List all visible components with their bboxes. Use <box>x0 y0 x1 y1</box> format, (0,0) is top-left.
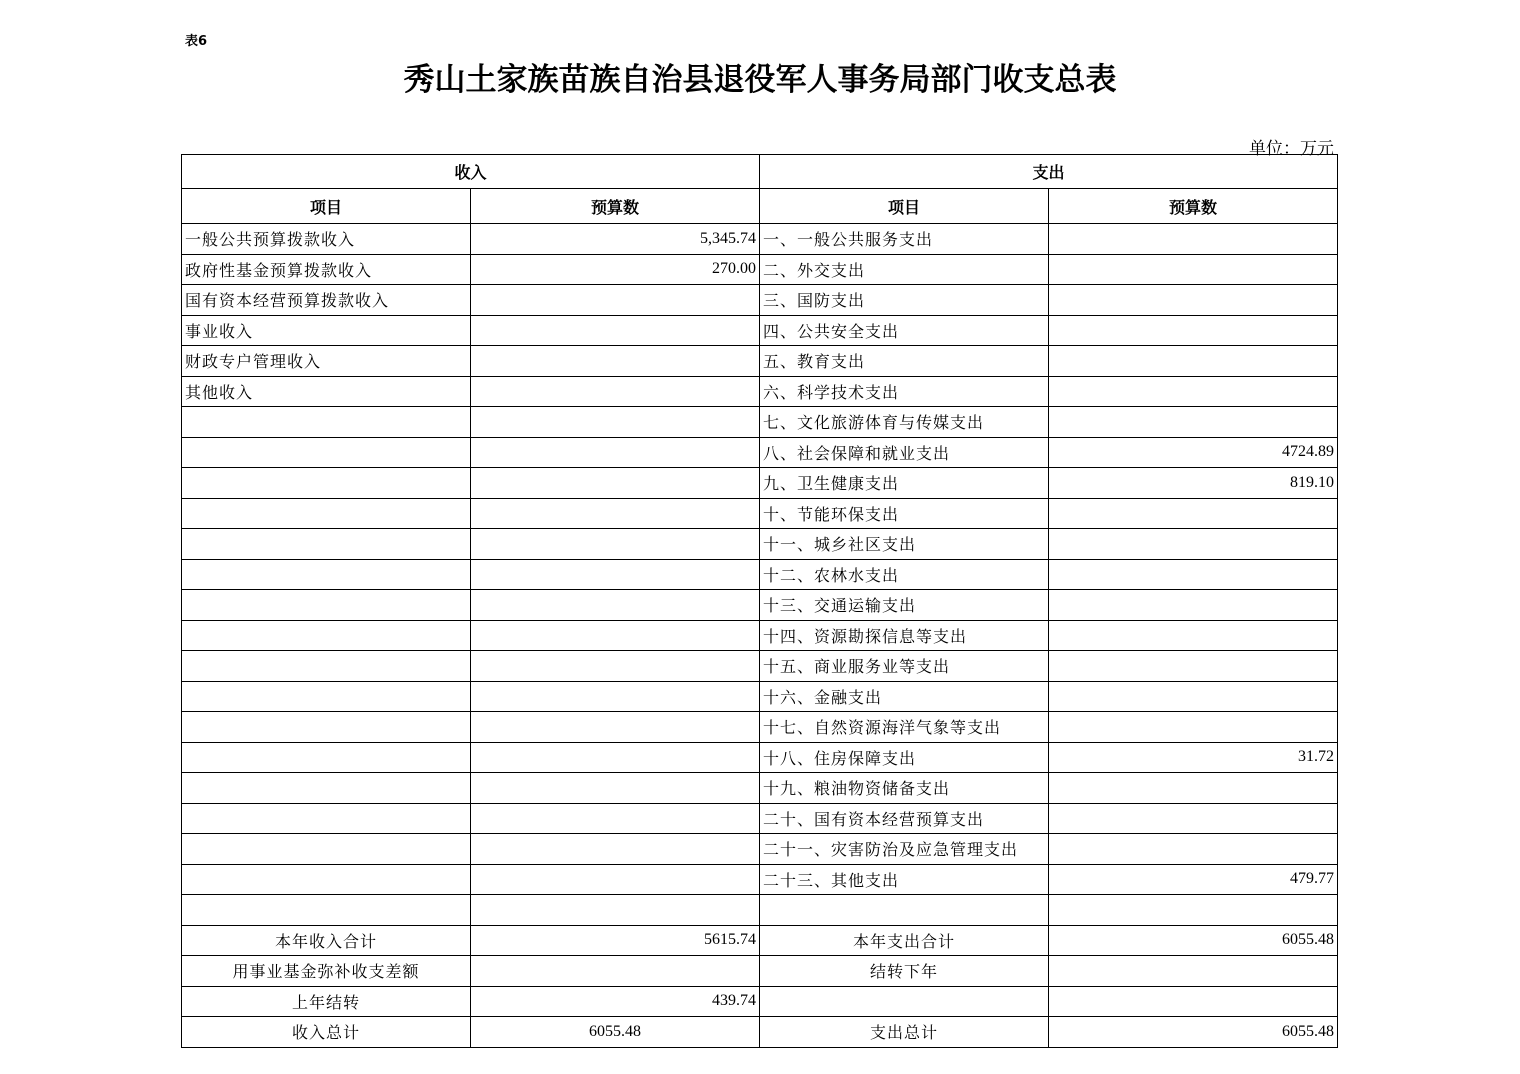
expense-item-cell: 十八、住房保障支出 <box>760 742 1049 773</box>
page-title: 秀山土家族苗族自治县退役军人事务局部门收支总表 <box>403 62 1117 98</box>
table-row <box>182 620 1338 651</box>
fund-label: 用事业基金弥补收支差额 <box>182 956 471 987</box>
table-row <box>182 376 1338 407</box>
expense-item-cell: 六、科学技术支出 <box>760 376 1049 407</box>
income-budget-cell <box>471 468 760 499</box>
expense-item-cell: 十七、自然资源海洋气象等支出 <box>760 712 1049 743</box>
income-item-cell <box>182 742 471 773</box>
table-body <box>182 155 1338 926</box>
expense-header: 支出 <box>760 155 1338 189</box>
expense-budget-cell <box>1049 376 1338 407</box>
table-row <box>182 651 1338 682</box>
expense-item-cell: 十六、金融支出 <box>760 681 1049 712</box>
expense-item-cell: 十五、商业服务业等支出 <box>760 651 1049 682</box>
table-row <box>182 315 1338 346</box>
income-header: 收入 <box>182 155 760 189</box>
income-total-value: 6055.48 <box>471 1017 760 1048</box>
income-item-cell <box>182 712 471 743</box>
table-row <box>182 407 1338 438</box>
expense-item-cell: 十三、交通运输支出 <box>760 590 1049 621</box>
income-budget-cell: 270.00 <box>471 254 760 285</box>
prev-carry-value: 439.74 <box>471 986 760 1017</box>
table-row <box>182 773 1338 804</box>
expense-budget-cell <box>1049 803 1338 834</box>
income-budget-cell <box>471 620 760 651</box>
income-item-cell <box>182 468 471 499</box>
income-item-cell: 政府性基金预算拨款收入 <box>182 254 471 285</box>
income-item-cell <box>182 864 471 895</box>
expense-budget-cell: 819.10 <box>1049 468 1338 499</box>
income-budget-cell <box>471 681 760 712</box>
expense-item-cell: 二十、国有资本经营预算支出 <box>760 803 1049 834</box>
expense-item-cell: 二十一、灾害防治及应急管理支出 <box>760 834 1049 865</box>
table-row <box>182 895 1338 926</box>
table-row <box>182 224 1338 255</box>
year-total-row <box>182 925 1338 956</box>
table-row <box>182 803 1338 834</box>
income-item-cell <box>182 620 471 651</box>
income-budget-cell <box>471 407 760 438</box>
expense-budget-cell <box>1049 773 1338 804</box>
table-row <box>182 834 1338 865</box>
expense-item-cell: 三、国防支出 <box>760 285 1049 316</box>
table-row <box>182 285 1338 316</box>
income-item-cell <box>182 834 471 865</box>
carry-next-label: 结转下年 <box>760 956 1049 987</box>
table-number: 表6 <box>185 34 208 49</box>
table-row <box>182 712 1338 743</box>
income-budget-cell <box>471 773 760 804</box>
table-row <box>182 468 1338 499</box>
table-row <box>182 346 1338 377</box>
expense-item-cell: 二、外交支出 <box>760 254 1049 285</box>
income-total-label: 收入总计 <box>182 1017 471 1048</box>
income-budget-cell <box>471 376 760 407</box>
expense-total-label: 支出总计 <box>760 1017 1049 1048</box>
expense-item-cell <box>760 895 1049 926</box>
expense-budget-cell <box>1049 315 1338 346</box>
budget-table <box>181 154 1338 1048</box>
expense-budget-cell <box>1049 895 1338 926</box>
expense-budget-cell <box>1049 254 1338 285</box>
income-budget-cell <box>471 712 760 743</box>
section-header-row <box>182 155 1338 189</box>
income-budget-cell <box>471 864 760 895</box>
income-item-cell: 一般公共预算拨款收入 <box>182 224 471 255</box>
income-budget-cell <box>471 651 760 682</box>
expense-item-cell: 十、节能环保支出 <box>760 498 1049 529</box>
expense-budget-cell: 479.77 <box>1049 864 1338 895</box>
income-item-cell <box>182 437 471 468</box>
income-item-cell <box>182 590 471 621</box>
income-budget-cell <box>471 834 760 865</box>
income-item-cell <box>182 529 471 560</box>
expense-budget-cell <box>1049 712 1338 743</box>
year-expense-value: 6055.48 <box>1049 925 1338 956</box>
expense-budget-cell: 31.72 <box>1049 742 1338 773</box>
expense-total-value: 6055.48 <box>1049 1017 1338 1048</box>
income-budget-cell: 5,345.74 <box>471 224 760 255</box>
column-header-row <box>182 189 1338 224</box>
table-row <box>182 254 1338 285</box>
expense-budget-cell <box>1049 285 1338 316</box>
prev-carry-label: 上年结转 <box>182 986 471 1017</box>
table-row <box>182 590 1338 621</box>
income-item-cell: 事业收入 <box>182 315 471 346</box>
expense-item-cell: 四、公共安全支出 <box>760 315 1049 346</box>
income-item-cell <box>182 559 471 590</box>
expense-item-cell: 十一、城乡社区支出 <box>760 529 1049 560</box>
income-item-cell <box>182 773 471 804</box>
income-budget-header: 预算数 <box>471 189 760 224</box>
grand-total-row <box>182 1017 1338 1048</box>
expense-item-cell: 九、卫生健康支出 <box>760 468 1049 499</box>
expense-budget-cell <box>1049 407 1338 438</box>
expense-item-cell: 十九、粮油物资储备支出 <box>760 773 1049 804</box>
table-row <box>182 559 1338 590</box>
table-row <box>182 864 1338 895</box>
totals-body <box>182 925 1338 1047</box>
empty-cell <box>1049 986 1338 1017</box>
expense-item-cell: 八、社会保障和就业支出 <box>760 437 1049 468</box>
expense-item-cell: 七、文化旅游体育与传媒支出 <box>760 407 1049 438</box>
table-row <box>182 681 1338 712</box>
expense-item-cell: 五、教育支出 <box>760 346 1049 377</box>
income-item-cell: 国有资本经营预算拨款收入 <box>182 285 471 316</box>
income-item-cell <box>182 803 471 834</box>
expense-budget-cell <box>1049 834 1338 865</box>
expense-budget-cell <box>1049 620 1338 651</box>
fund-value <box>471 956 760 987</box>
income-budget-cell <box>471 437 760 468</box>
expense-budget-cell <box>1049 559 1338 590</box>
expense-budget-cell <box>1049 529 1338 560</box>
income-budget-cell <box>471 742 760 773</box>
expense-item-cell: 十二、农林水支出 <box>760 559 1049 590</box>
table-row <box>182 529 1338 560</box>
income-item-header: 项目 <box>182 189 471 224</box>
expense-budget-header: 预算数 <box>1049 189 1338 224</box>
expense-budget-cell: 4724.89 <box>1049 437 1338 468</box>
expense-budget-cell <box>1049 224 1338 255</box>
year-expense-label: 本年支出合计 <box>760 925 1049 956</box>
expense-item-cell: 一、一般公共服务支出 <box>760 224 1049 255</box>
income-budget-cell <box>471 590 760 621</box>
expense-budget-cell <box>1049 498 1338 529</box>
income-item-cell <box>182 681 471 712</box>
income-item-cell: 其他收入 <box>182 376 471 407</box>
prev-carry-row <box>182 986 1338 1017</box>
expense-budget-cell <box>1049 346 1338 377</box>
year-income-label: 本年收入合计 <box>182 925 471 956</box>
income-item-cell <box>182 498 471 529</box>
income-budget-cell <box>471 529 760 560</box>
income-budget-cell <box>471 346 760 377</box>
expense-budget-cell <box>1049 681 1338 712</box>
income-budget-cell <box>471 803 760 834</box>
expense-budget-cell <box>1049 590 1338 621</box>
unit-label: 单位：万元 <box>1249 139 1334 159</box>
expense-budget-cell <box>1049 651 1338 682</box>
income-budget-cell <box>471 315 760 346</box>
income-item-cell: 财政专户管理收入 <box>182 346 471 377</box>
income-item-cell <box>182 895 471 926</box>
income-item-cell <box>182 651 471 682</box>
year-income-value: 5615.74 <box>471 925 760 956</box>
income-budget-cell <box>471 498 760 529</box>
table-row <box>182 742 1338 773</box>
expense-item-cell: 二十三、其他支出 <box>760 864 1049 895</box>
income-budget-cell <box>471 285 760 316</box>
expense-item-header: 项目 <box>760 189 1049 224</box>
table-row <box>182 437 1338 468</box>
income-item-cell <box>182 407 471 438</box>
fund-row <box>182 956 1338 987</box>
table-row <box>182 498 1338 529</box>
income-budget-cell <box>471 559 760 590</box>
carry-next-value <box>1049 956 1338 987</box>
expense-item-cell: 十四、资源勘探信息等支出 <box>760 620 1049 651</box>
income-budget-cell <box>471 895 760 926</box>
empty-cell <box>760 986 1049 1017</box>
